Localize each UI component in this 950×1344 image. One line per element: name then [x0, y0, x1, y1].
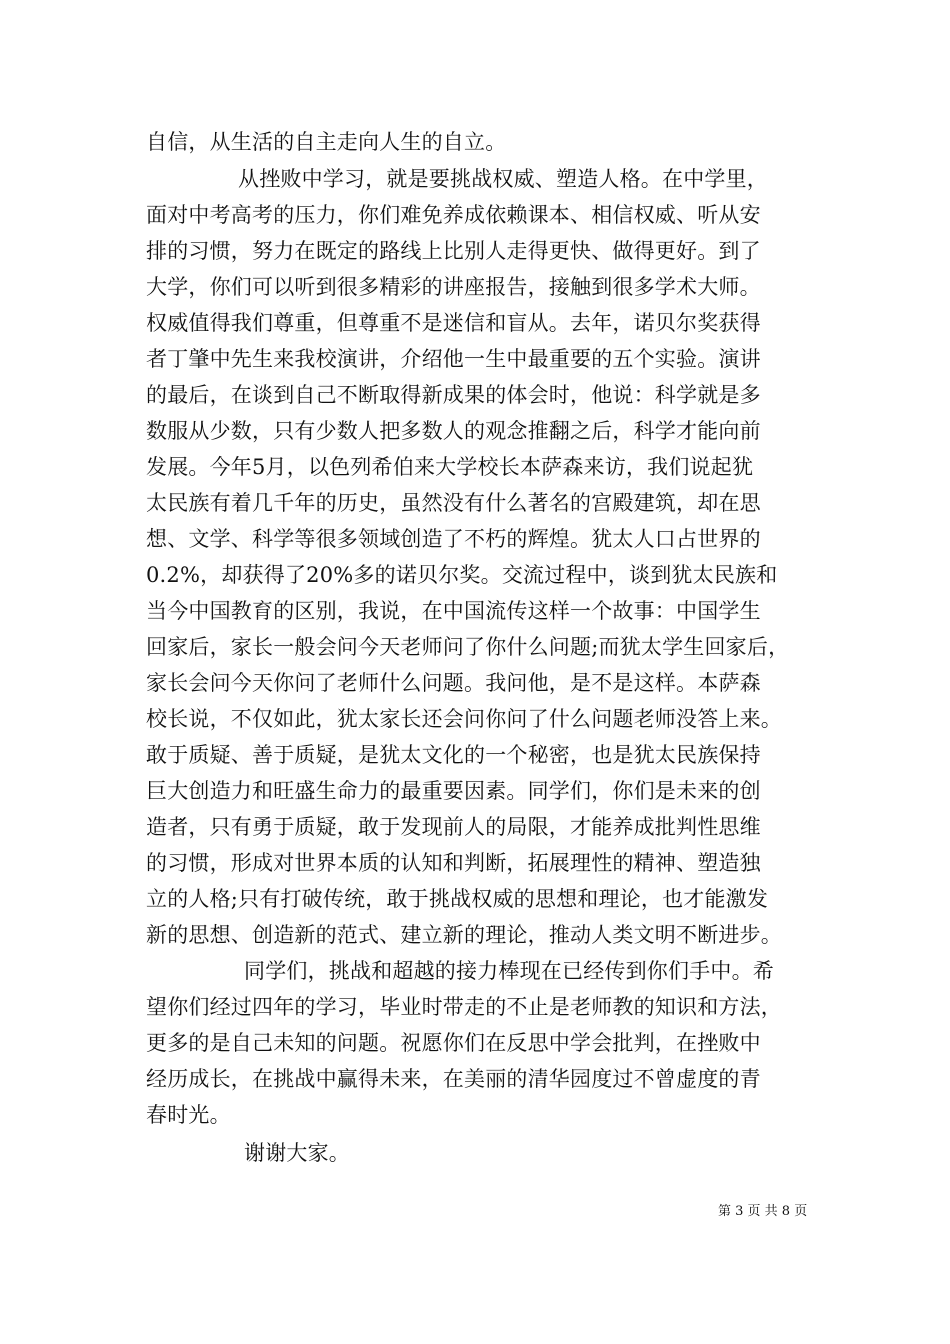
text-line: 的习惯，形成对世界本质的认知和判断，拓展理性的精神、塑造独 — [146, 851, 761, 875]
text-line: 当今中国教育的区别，我说，在中国流传这样一个故事：中国学生 — [146, 599, 761, 623]
text-line: 经历成长，在挑战中赢得未来，在美丽的清华园度过不曾虚度的青 — [146, 1067, 761, 1091]
text-line: 数服从少数，只有少数人把多数人的观念推翻之后，科学才能向前 — [146, 419, 761, 443]
text-line: 造者，只有勇于质疑，敢于发现前人的局限，才能养成批判性思维 — [146, 815, 761, 839]
text-line: 的最后，在谈到自己不断取得新成果的体会时，他说：科学就是多 — [146, 383, 761, 407]
text-line: 更多的是自己未知的问题。祝愿你们在反思中学会批判，在挫败中 — [146, 1031, 761, 1055]
text-line: 回家后，家长一般会问今天老师问了你什么问题;而犹太学生回家后， — [146, 635, 790, 659]
text-line: 权威值得我们尊重，但尊重不是迷信和盲从。去年，诺贝尔奖获得 — [146, 311, 761, 335]
paragraph-first-line: 同学们，挑战和超越的接力棒现在已经传到你们手中。希 — [244, 959, 774, 983]
text-line: 0.2%，却获得了20%多的诺贝尔奖。交流过程中，谈到犹太民族和 — [146, 563, 778, 587]
text-line: 家长会问今天你问了老师什么问题。我问他，是不是这样。本萨森 — [146, 671, 761, 695]
page-number: 第 3 页 共 8 页 — [718, 1204, 808, 1219]
text-line: 敢于质疑、善于质疑，是犹太文化的一个秘密，也是犹太民族保持 — [146, 743, 761, 767]
text-line: 立的人格;只有打破传统，敢于挑战权威的思想和理论，也才能激发 — [146, 887, 769, 911]
text-line: 望你们经过四年的学习，毕业时带走的不止是老师教的知识和方法， — [146, 995, 782, 1019]
text-line: 春时光。 — [146, 1103, 231, 1127]
text-line: 想、文学、科学等很多领域创造了不朽的辉煌。犹太人口占世界的 — [146, 527, 761, 551]
text-line: 新的思想、创造新的范式、建立新的理论，推动人类文明不断进步。 — [146, 923, 782, 947]
text-line: 发展。今年5月，以色列希伯来大学校长本萨森来访，我们说起犹 — [146, 455, 754, 479]
text-line: 者丁肇中先生来我校演讲，介绍他一生中最重要的五个实验。演讲 — [146, 347, 761, 371]
text-line: 面对中考高考的压力，你们难免养成依赖课本、相信权威、听从安 — [146, 203, 761, 227]
text-line: 校长说，不仅如此，犹太家长还会问你问了什么问题老师没答上来。 — [146, 707, 782, 731]
closing-line: 谢谢大家。 — [244, 1141, 350, 1165]
text-line: 排的习惯，努力在既定的路线上比别人走得更快、做得更好。到了 — [146, 239, 761, 263]
text-line: 太民族有着几千年的历史，虽然没有什么著名的宫殿建筑，却在思 — [146, 491, 761, 515]
text-line: 自信，从生活的自主走向人生的自立。 — [146, 130, 507, 154]
text-line: 巨大创造力和旺盛生命力的最重要因素。同学们，你们是未来的创 — [146, 779, 761, 803]
text-line: 大学，你们可以听到很多精彩的讲座报告，接触到很多学术大师。 — [146, 275, 761, 299]
paragraph-first-line: 从挫败中学习，就是要挑战权威、塑造人格。在中学里， — [238, 167, 768, 191]
